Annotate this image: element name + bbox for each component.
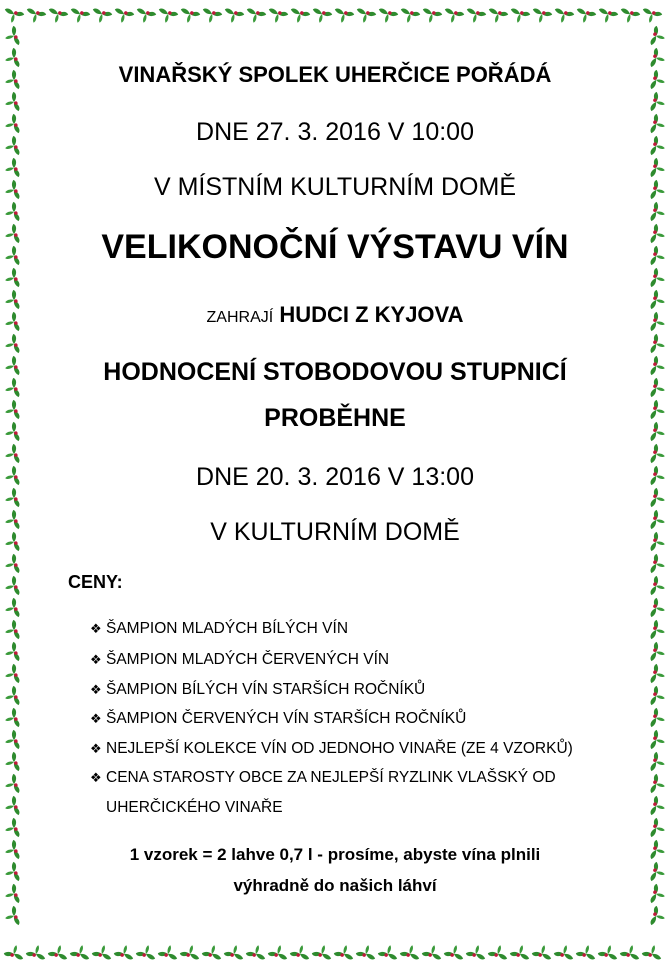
holly-sprig-icon <box>134 8 157 25</box>
holly-sprig-icon <box>3 817 20 840</box>
holly-sprig-icon <box>3 751 20 774</box>
holly-sprig-icon <box>355 943 378 960</box>
holly-sprig-icon <box>3 795 20 818</box>
holly-sprig-icon <box>311 943 334 960</box>
holly-sprig-icon <box>650 905 667 928</box>
holly-sprig-icon <box>25 943 48 960</box>
diamond-bullet-icon: ❖ <box>90 711 102 726</box>
holly-sprig-icon <box>3 685 20 708</box>
holly-sprig-icon <box>641 943 664 960</box>
holly-sprig-icon <box>650 245 667 268</box>
holly-sprig-icon <box>650 157 667 180</box>
music-prefix: ZAHRAJÍ <box>206 309 274 326</box>
holly-sprig-icon <box>3 597 20 620</box>
holly-sprig-icon <box>650 377 667 400</box>
prizes-title: CENY: <box>68 572 123 592</box>
holly-sprig-icon <box>157 943 180 960</box>
holly-sprig-icon <box>245 943 268 960</box>
holly-sprig-icon <box>135 943 158 960</box>
holly-sprig-icon <box>113 943 136 960</box>
holly-sprig-icon <box>650 597 667 620</box>
event-place: V MÍSTNÍM KULTURNÍM DOMĚ <box>153 173 517 201</box>
holly-sprig-icon <box>200 8 223 25</box>
holly-sprig-icon <box>650 267 667 290</box>
holly-sprig-icon <box>201 943 224 960</box>
holly-sprig-icon <box>223 943 246 960</box>
holly-sprig-icon <box>650 47 667 70</box>
holly-sprig-icon <box>421 943 444 960</box>
holly-sprig-icon <box>443 943 466 960</box>
prize-item <box>90 681 425 699</box>
holly-sprig-icon <box>650 311 667 334</box>
holly-sprig-icon <box>3 311 20 334</box>
diamond-bullet-icon: ❖ <box>90 621 102 636</box>
holly-sprig-icon <box>3 553 20 576</box>
holly-sprig-icon <box>3 839 20 862</box>
holly-sprig-icon <box>486 8 509 25</box>
holly-sprig-icon <box>650 641 667 664</box>
holly-sprig-icon <box>650 421 667 444</box>
holly-sprig-icon <box>650 795 667 818</box>
holly-sprig-icon <box>619 943 642 960</box>
holly-sprig-icon <box>650 663 667 686</box>
prize-label: ŠAMPION BÍLÝCH VÍN STARŠÍCH ROČNÍKŮ <box>106 681 426 698</box>
holly-sprig-icon <box>179 943 202 960</box>
holly-sprig-icon <box>650 729 667 752</box>
holly-sprig-icon <box>3 267 20 290</box>
holly-sprig-icon <box>650 531 667 554</box>
holly-sprig-icon <box>3 641 20 664</box>
holly-sprig-icon <box>597 943 620 960</box>
holly-sprig-icon <box>3 157 20 180</box>
holly-sprig-icon <box>3 509 20 532</box>
holly-sprig-icon <box>3 575 20 598</box>
holly-sprig-icon <box>650 619 667 642</box>
organizer-heading: VINAŘSKÝ SPOLEK UHERČICE POŘÁDÁ <box>118 62 552 87</box>
holly-sprig-icon <box>354 8 377 25</box>
holly-sprig-icon <box>156 8 179 25</box>
event-title: VELIKONOČNÍ VÝSTAVU VÍN <box>101 228 569 266</box>
holly-sprig-icon <box>3 905 20 928</box>
prize-label: NEJLEPŠÍ KOLEKCE VÍN OD JEDNOHO VINAŘE (ZE 4 VZORKŮ) <box>106 740 573 757</box>
holly-sprig-icon <box>575 943 598 960</box>
holly-sprig-icon <box>91 943 114 960</box>
holly-sprig-icon <box>650 201 667 224</box>
holly-sprig-icon <box>650 69 667 92</box>
holly-sprig-icon <box>3 421 20 444</box>
holly-sprig-icon <box>3 773 20 796</box>
prize-item <box>90 769 556 787</box>
holly-sprig-icon <box>650 179 667 202</box>
holly-sprig-icon <box>3 619 20 642</box>
holly-sprig-icon <box>650 773 667 796</box>
holly-sprig-icon <box>3 135 20 158</box>
holly-sprig-icon <box>3 25 20 48</box>
holly-sprig-icon <box>3 91 20 114</box>
holly-sprig-icon <box>531 943 554 960</box>
holly-sprig-icon <box>465 943 488 960</box>
holly-sprig-icon <box>3 729 20 752</box>
holly-sprig-icon <box>650 883 667 906</box>
holly-sprig-icon <box>442 8 465 25</box>
prize-label: ŠAMPION MLADÝCH ČERVENÝCH VÍN <box>106 651 390 668</box>
holly-sprig-icon <box>650 509 667 532</box>
holly-sprig-icon <box>3 179 20 202</box>
holly-sprig-icon <box>464 8 487 25</box>
holly-sprig-icon <box>650 465 667 488</box>
holly-sprig-icon <box>650 707 667 730</box>
holly-sprig-icon <box>650 135 667 158</box>
holly-sprig-icon <box>650 553 667 576</box>
holly-sprig-icon <box>650 25 667 48</box>
sample-note-line-2: výhradně do našich láhví <box>233 876 437 895</box>
prize-label: CENA STAROSTY OBCE ZA NEJLEPŠÍ RYZLINK VLAŠSKÝ OD <box>106 769 556 786</box>
holly-sprig-icon <box>650 861 667 884</box>
holly-sprig-icon <box>650 113 667 136</box>
diamond-bullet-icon: ❖ <box>90 770 102 785</box>
holly-sprig-icon <box>3 377 20 400</box>
holly-sprig-icon <box>596 8 619 25</box>
holly-sprig-icon <box>3 355 20 378</box>
holly-sprig-icon <box>3 487 20 510</box>
holly-sprig-icon <box>47 943 70 960</box>
holly-sprig-icon <box>333 943 356 960</box>
holly-sprig-icon <box>3 465 20 488</box>
holly-sprig-icon <box>650 333 667 356</box>
holly-sprig-icon <box>3 861 20 884</box>
holly-sprig-icon <box>650 487 667 510</box>
holly-sprig-icon <box>420 8 443 25</box>
holly-sprig-icon <box>618 8 641 25</box>
diamond-bullet-icon: ❖ <box>90 652 102 667</box>
diamond-bullet-icon: ❖ <box>90 741 102 756</box>
holly-sprig-icon <box>574 8 597 25</box>
holly-sprig-icon <box>68 8 91 25</box>
holly-sprig-icon <box>2 8 25 25</box>
holly-sprig-icon <box>3 201 20 224</box>
evaluation-line-1: HODNOCENÍ STOBODOVOU STUPNICÍ <box>103 358 567 386</box>
prize-label-continuation: UHERČICKÉHO VINAŘE <box>106 799 283 816</box>
prize-item <box>90 620 348 638</box>
holly-sprig-icon <box>650 91 667 114</box>
evaluation-date: DNE 20. 3. 2016 V 13:00 <box>196 463 474 491</box>
holly-sprig-icon <box>3 663 20 686</box>
prize-item <box>90 710 466 728</box>
evaluation-place: V KULTURNÍM DOMĚ <box>210 518 460 546</box>
holly-sprig-icon <box>3 943 26 960</box>
holly-sprig-icon <box>552 8 575 25</box>
holly-sprig-icon <box>530 8 553 25</box>
holly-sprig-icon <box>650 289 667 312</box>
holly-sprig-icon <box>178 8 201 25</box>
holly-sprig-icon <box>222 8 245 25</box>
holly-sprig-icon <box>3 47 20 70</box>
holly-sprig-icon <box>332 8 355 25</box>
holly-sprig-icon <box>24 8 47 25</box>
holly-sprig-icon <box>90 8 113 25</box>
holly-sprig-icon <box>46 8 69 25</box>
holly-sprig-icon <box>3 531 20 554</box>
holly-sprig-icon <box>650 355 667 378</box>
holly-sprig-icon <box>112 8 135 25</box>
holly-sprig-icon <box>640 8 663 25</box>
holly-sprig-icon <box>377 943 400 960</box>
prize-item <box>90 651 389 669</box>
music-line <box>40 302 630 328</box>
holly-sprig-icon <box>3 707 20 730</box>
holly-sprig-icon <box>399 943 422 960</box>
prize-item <box>90 740 573 758</box>
holly-sprig-icon <box>3 333 20 356</box>
holly-sprig-icon <box>3 399 20 422</box>
holly-sprig-icon <box>244 8 267 25</box>
prize-label: ŠAMPION MLADÝCH BÍLÝCH VÍN <box>106 620 349 637</box>
holly-sprig-icon <box>398 8 421 25</box>
holly-sprig-icon <box>3 223 20 246</box>
music-band: HUDCI Z KYJOVA <box>279 302 464 327</box>
holly-sprig-icon <box>3 883 20 906</box>
evaluation-line-2: PROBĚHNE <box>264 404 406 432</box>
holly-sprig-icon <box>553 943 576 960</box>
holly-sprig-icon <box>650 223 667 246</box>
holly-sprig-icon <box>650 817 667 840</box>
holly-sprig-icon <box>3 289 20 312</box>
holly-sprig-icon <box>3 113 20 136</box>
holly-sprig-icon <box>288 8 311 25</box>
holly-sprig-icon <box>266 8 289 25</box>
holly-sprig-icon <box>376 8 399 25</box>
holly-sprig-icon <box>310 8 333 25</box>
holly-sprig-icon <box>3 443 20 466</box>
holly-sprig-icon <box>3 69 20 92</box>
holly-sprig-icon <box>650 575 667 598</box>
holly-sprig-icon <box>69 943 92 960</box>
holly-sprig-icon <box>508 8 531 25</box>
holly-sprig-icon <box>650 685 667 708</box>
sample-note-line-1: 1 vzorek = 2 lahve 0,7 l - prosíme, abyste vína plnili <box>129 845 541 864</box>
holly-sprig-icon <box>650 839 667 862</box>
holly-sprig-icon <box>289 943 312 960</box>
holly-sprig-icon <box>509 943 532 960</box>
holly-sprig-icon <box>3 245 20 268</box>
event-date: DNE 27. 3. 2016 V 10:00 <box>196 118 474 146</box>
holly-sprig-icon <box>267 943 290 960</box>
prize-label: ŠAMPION ČERVENÝCH VÍN STARŠÍCH ROČNÍKŮ <box>106 710 467 727</box>
holly-sprig-icon <box>487 943 510 960</box>
diamond-bullet-icon: ❖ <box>90 682 102 697</box>
holly-sprig-icon <box>650 399 667 422</box>
holly-sprig-icon <box>650 443 667 466</box>
holly-sprig-icon <box>650 751 667 774</box>
